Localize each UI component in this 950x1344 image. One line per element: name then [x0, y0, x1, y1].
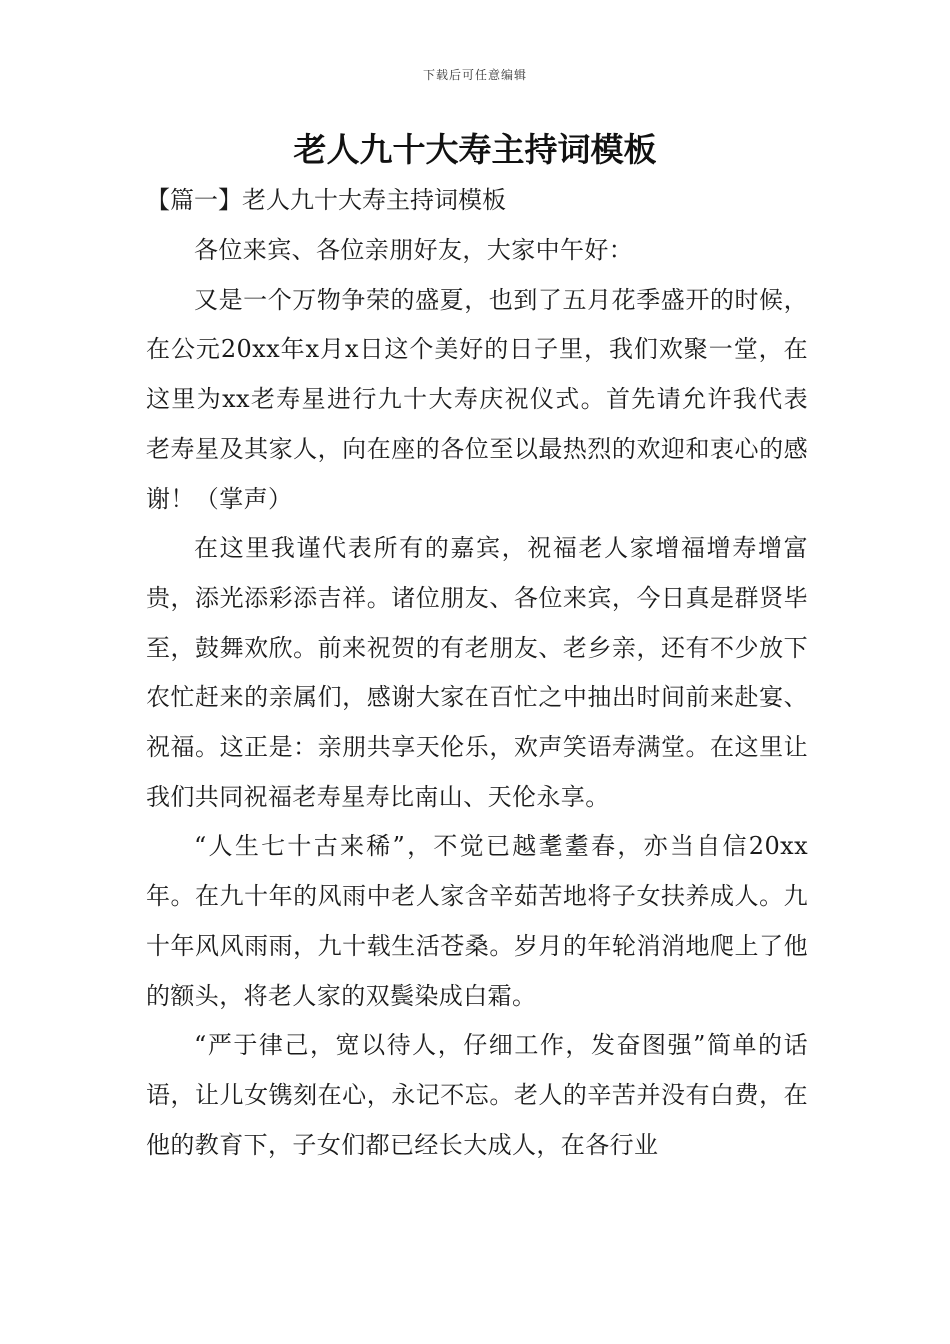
- paragraph-greeting: 各位来宾、各位亲朋好友，大家中午好：: [194, 236, 634, 264]
- paragraph-opening: 又是一个万物争荣的盛夏，也到了五月花季盛开的时候，在公元20xx年x月x日这个美好的日子里，我们欢聚一堂，在这里为xx老寿星进行九十大寿庆祝仪式。首先请允许我代表老寿星及其家人，向在座的各位至以最热烈的欢迎和衷心的感谢！（掌声）: [146, 285, 808, 513]
- document-title: 老人九十大寿主持词模板: [293, 130, 657, 169]
- section-heading: 【篇一】老人九十大寿主持词模板: [146, 186, 506, 214]
- page-header: 下载后可任意编辑: [422, 68, 527, 82]
- paragraph-blessing: 在这里我谨代表所有的嘉宾，祝福老人家增福增寿增富贵，添光添彩添吉祥。诸位朋友、各位来宾，今日真是群贤毕至，鼓舞欢欣。前来祝贺的有老朋友、老乡亲，还有不少放下农忙赶来的亲属们，感谢大家在百忙之中抽出时间前来赴宴、祝福。这正是：亲朋共享天伦乐，欢声笑语寿满堂。在这里让我们共同祝福老寿星寿比南山、天伦永享。: [146, 534, 808, 811]
- document-body: [146, 226, 808, 1170]
- paragraph-family-motto: “严于律己，宽以待人，仔细工作，发奋图强”简单的话语，让儿女镌刻在心，永记不忘。老人的辛苦并没有白费，在他的教育下，子女们都已经长大成人，在各行业: [146, 1031, 808, 1159]
- paragraph-life-story: “人生七十古来稀”，不觉已越耄耋春，亦当自信20xx年。在九十年的风雨中老人家含辛茹苦地将子女扶养成人。九十年风风雨雨，九十载生活苍桑。岁月的年轮消消地爬上了他的额头，将老人家的双鬓染成白霜。: [146, 832, 808, 1010]
